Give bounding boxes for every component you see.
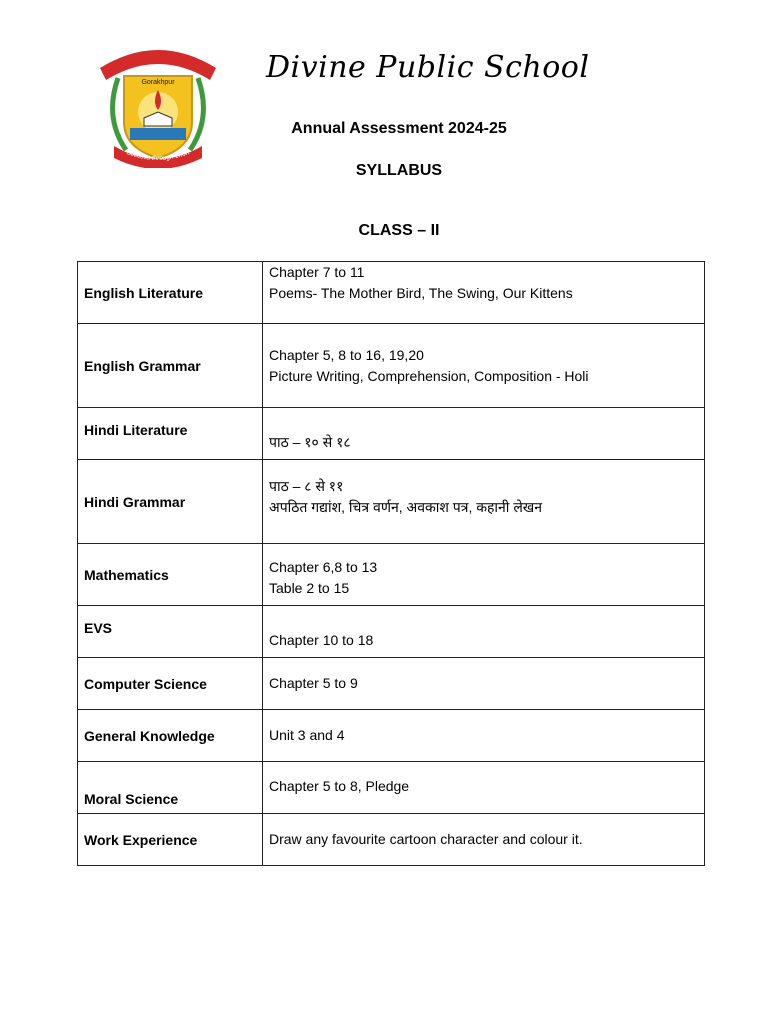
- details-cell: [263, 762, 705, 814]
- details-line: Chapter 5 to 8, Pledge: [269, 778, 410, 794]
- table-row: [78, 544, 705, 606]
- svg-text:Success through effort: Success through effort: [125, 149, 191, 163]
- details-cell: [263, 460, 705, 544]
- table-row: [78, 408, 705, 460]
- details-cell: [263, 544, 705, 606]
- details-line: Chapter 5 to 9: [269, 675, 358, 691]
- subject-cell: English Literature: [78, 262, 263, 324]
- table-row: [78, 814, 705, 866]
- subject-cell: Hindi Grammar: [78, 460, 263, 544]
- svg-text:Gorakhpur: Gorakhpur: [141, 79, 175, 86]
- assessment-title: Annual Assessment 2024-25: [291, 120, 507, 137]
- details-line: पाठ – १० से १८: [269, 434, 351, 450]
- school-crest-icon: [96, 38, 220, 168]
- details-line: Chapter 10 to 18: [269, 632, 374, 648]
- svg-text:DIVINE PUBLIC SCHOOL: DIVINE PUBLIC SCHOOL: [112, 41, 204, 62]
- details-line: Picture Writing, Comprehension, Composition - Holi: [269, 367, 589, 384]
- details-line: Unit 3 and 4: [269, 727, 345, 743]
- table-row: [78, 606, 705, 658]
- subject-cell: Hindi Literature: [78, 408, 263, 460]
- details-line: Chapter 7 to 11: [269, 264, 365, 280]
- subject-cell: Moral Science: [78, 762, 263, 814]
- table-row: [78, 262, 705, 324]
- details-line: Chapter 6,8 to 13: [269, 559, 378, 575]
- subject-cell: EVS: [78, 606, 263, 658]
- subject-cell: Mathematics: [78, 544, 263, 606]
- subject-cell: General Knowledge: [78, 710, 263, 762]
- table-row: [78, 762, 705, 814]
- details-line: अपठित गद्यांश, चित्र वर्णन, अवकाश पत्र, कहानी लेखन: [269, 499, 543, 515]
- table-row: [78, 324, 705, 408]
- details-cell: [263, 814, 705, 866]
- syllabus-table-body: [78, 262, 705, 866]
- details-cell: [263, 606, 705, 658]
- details-line: Draw any favourite cartoon character and colour it.: [269, 831, 583, 847]
- school-name: Divine Public School: [266, 50, 590, 85]
- table-row: [78, 710, 705, 762]
- school-logo: [96, 38, 220, 168]
- details-cell: [263, 262, 705, 324]
- details-cell: [263, 324, 705, 408]
- details-cell: [263, 408, 705, 460]
- subject-cell: Work Experience: [78, 814, 263, 866]
- details-line: Chapter 5, 8 to 16, 19,20: [269, 346, 424, 363]
- details-line: Poems- The Mother Bird, The Swing, Our Kittens: [269, 285, 573, 301]
- details-line: Table 2 to 15: [269, 580, 350, 596]
- syllabus-table: [77, 261, 705, 866]
- subject-cell: English Grammar: [78, 324, 263, 408]
- details-cell: [263, 658, 705, 710]
- syllabus-title: SYLLABUS: [355, 162, 443, 179]
- subject-cell: Computer Science: [78, 658, 263, 710]
- table-row: [78, 460, 705, 544]
- details-line: पाठ – ८ से ११: [269, 478, 344, 494]
- details-cell: [263, 710, 705, 762]
- table-row: [78, 658, 705, 710]
- class-title: CLASS – II: [358, 222, 440, 239]
